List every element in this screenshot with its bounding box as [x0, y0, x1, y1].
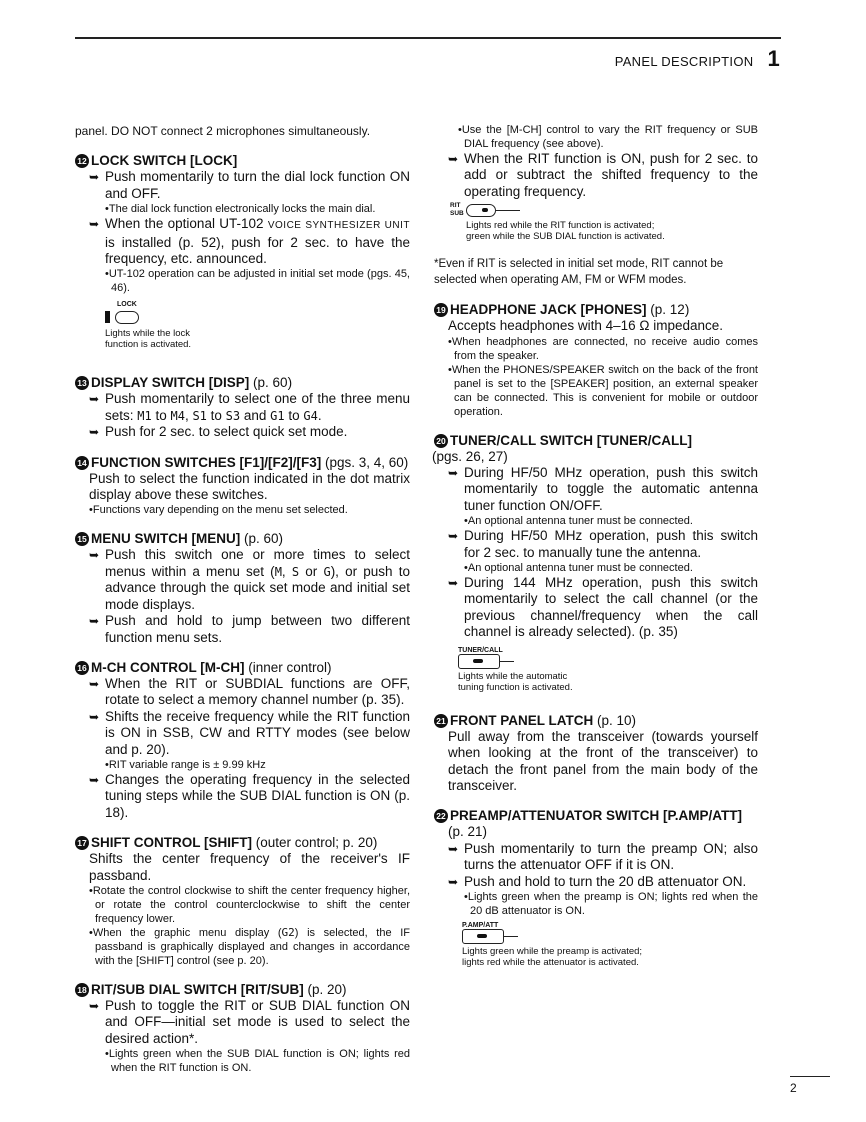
- body-text: Pull away from the transceiver (towards yourself when looking at the front of the transceiver) to detach the front panel from the main body of the transceiver.: [448, 728, 758, 793]
- note: •Rotate the control clockwise to shift the center frequency higher, or rotate the control counterclockwise to shift the center frequency lower.: [89, 884, 410, 925]
- page-number: 2: [790, 1081, 797, 1095]
- switch-icon: [458, 654, 500, 669]
- lcd-text: G2: [281, 925, 295, 939]
- switch-icon: [115, 311, 139, 324]
- item-title: RIT/SUB DIAL SWITCH [RIT/SUB]: [91, 981, 304, 997]
- lcd-text: G4: [303, 408, 318, 423]
- body-text: Accepts headphones with 4–16 Ω impedance.: [448, 318, 724, 334]
- item-title: LOCK SWITCH [LOCK]: [91, 153, 238, 169]
- page-ref: (inner control): [248, 659, 332, 675]
- bullet-text: When the optional UT-102: [105, 216, 268, 232]
- arrow-icon: ➥: [89, 676, 100, 691]
- bullet-text: During HF/50 MHz operation, push this switch for 2 sec. to manually tune the antenna.: [464, 528, 758, 560]
- lcd-text: M1: [137, 408, 152, 423]
- figure-caption: [466, 220, 758, 242]
- arrow-icon: ➥: [89, 217, 100, 232]
- arrow-icon: ➥: [89, 548, 100, 563]
- section-17: [75, 835, 410, 968]
- bullet-text: to: [151, 407, 171, 423]
- item-title: SHIFT CONTROL [SHIFT]: [91, 835, 252, 851]
- figure-label: LOCK: [117, 301, 137, 309]
- bullet-text: is installed (p. 52), push for 2 sec. to have the frequency, etc. announced.: [105, 234, 410, 267]
- page-ref: (outer control; p. 20): [255, 835, 378, 851]
- section-14: [75, 455, 410, 518]
- lock-switch-figure: [105, 301, 410, 361]
- lcd-text: S3: [225, 408, 241, 423]
- small-caps-text: VOICE SYNTHESIZER UNIT: [267, 220, 410, 232]
- bullet-text: Push momentarily to turn the preamp ON; also turns the attenuator OFF if it is ON.: [464, 840, 758, 873]
- bullet-text: Push this switch one or more times to select menus within a menu set (: [105, 547, 410, 579]
- item-title: FUNCTION SWITCHES [F1]/[F2]/[F3]: [91, 454, 322, 470]
- item-number: 15: [75, 532, 89, 546]
- body-text: Push to select the function indicated in the dot matrix display above these switches.: [89, 470, 410, 503]
- left-column: [75, 123, 410, 1075]
- caption-line: Lights while the automatic: [458, 670, 568, 682]
- body-text: Shifts the center frequency of the receiver's IF passband.: [89, 851, 410, 883]
- caption-line: lights red while the attenuator is activated.: [462, 956, 639, 968]
- section-12: [75, 153, 410, 361]
- arrow-icon: ➥: [89, 772, 100, 787]
- preamp-switch-figure: [462, 922, 758, 972]
- item-title: MENU SWITCH [MENU]: [91, 531, 241, 547]
- bullet-text: Push and hold to turn the 20 dB attenuator ON.: [464, 873, 747, 889]
- item-number: 16: [75, 661, 89, 675]
- item-number: 22: [434, 809, 448, 823]
- section-15: [75, 531, 410, 645]
- figure-label: RIT: [450, 202, 461, 210]
- caption-line: Lights green while the preamp is activated;: [462, 945, 643, 957]
- bullet-text: Push and hold to jump between two different function menu sets.: [105, 613, 410, 645]
- section-20: [434, 433, 758, 699]
- intro-text: panel. DO NOT connect 2 microphones simultaneously.: [75, 124, 371, 138]
- item-title: DISPLAY SWITCH [DISP]: [91, 375, 250, 391]
- lcd-text: G1: [270, 408, 285, 423]
- bullet-text: During 144 MHz operation, push this switch momentarily to select the call channel (or the previous channel/frequency when the call channel is already selected). (p. 35): [464, 575, 758, 640]
- bullet-text: Shifts the receive frequency while the RIT function is ON in SSB, CW and RTTY modes (see below and p. 20).: [105, 708, 410, 757]
- section-19: [434, 302, 758, 418]
- note: [89, 926, 410, 968]
- bullet-text: Push momentarily to select one of the three menu sets:: [105, 391, 410, 423]
- arrow-icon: ➥: [89, 392, 100, 407]
- bullet-text: to: [284, 407, 304, 423]
- figure-label: TUNER/CALL: [458, 646, 503, 654]
- led-icon: [105, 311, 110, 323]
- bullet-text: or: [299, 563, 324, 579]
- caption-line: green while the SUB DIAL function is activated.: [466, 231, 665, 243]
- caption-line: tuning function is activated.: [458, 681, 573, 693]
- note-text: •When the graphic menu display (: [89, 926, 282, 939]
- note: •When the PHONES/SPEAKER switch on the back of the front panel is set to the [SPEAKER] position, an external speaker can be connected. This is convenient for mobile or outdoor operation.: [448, 363, 758, 418]
- rit-switch-figure: [450, 202, 758, 250]
- leader-line: [496, 210, 520, 211]
- page-ref: (p. 20): [307, 981, 347, 997]
- arrow-icon: ➥: [89, 709, 100, 724]
- note: •Use the [M-CH] control to vary the RIT frequency or SUB DIAL frequency (see above).: [458, 124, 758, 150]
- bullet-text: During HF/50 MHz operation, push this switch momentarily to toggle the automatic antenna tuner function ON/OFF.: [464, 465, 758, 513]
- caption-line: function is activated.: [105, 339, 192, 351]
- note: •RIT variable range is ± 9.99 kHz: [105, 758, 266, 771]
- leader-line: [500, 661, 514, 662]
- arrow-icon: ➥: [448, 466, 459, 481]
- item-number: 20: [434, 434, 448, 448]
- arrow-icon: ➥: [448, 841, 459, 856]
- bullet-text: to: [206, 407, 226, 423]
- footer-rule: [790, 1076, 830, 1077]
- bullet-text: Push momentarily to turn the dial lock function ON and OFF.: [105, 169, 410, 201]
- page-ref: (p. 12): [650, 302, 690, 318]
- bullet-text: Push to toggle the RIT or SUB DIAL function ON and OFF—initial set mode is used to select the desired action*.: [105, 997, 410, 1046]
- item-number: 18: [75, 983, 89, 997]
- section-13: [75, 375, 410, 440]
- arrow-icon: ➥: [448, 874, 459, 889]
- leader-line: [504, 936, 518, 937]
- note: •UT-102 operation can be adjusted in initial set mode (pgs. 45, 46).: [105, 268, 410, 295]
- lcd-text: G: [323, 564, 331, 579]
- lcd-text: S: [291, 564, 300, 579]
- switch-icon: [462, 929, 504, 944]
- lcd-text: M4: [170, 408, 185, 423]
- page-ref: (p. 60): [253, 375, 293, 391]
- page-ref: (p. 10): [597, 712, 637, 728]
- item-number: 13: [75, 376, 89, 390]
- page-header: [615, 46, 780, 72]
- lcd-text: S1: [192, 408, 207, 423]
- page-ref: (p. 21): [448, 824, 488, 840]
- figure-caption: [462, 946, 758, 968]
- bullet-text: When the RIT function is ON, push for 2 sec. to add or subtract the shifted frequency to the operating frequency.: [464, 151, 758, 199]
- arrow-icon: ➥: [448, 152, 459, 166]
- right-column: [434, 123, 758, 972]
- asterisk-note: *Even if RIT is selected in initial set mode, RIT cannot be selected when operating AM, FM or WFM modes.: [434, 258, 724, 287]
- arrow-icon: ➥: [89, 170, 100, 185]
- arrow-icon: ➥: [89, 998, 100, 1013]
- item-title: FRONT PANEL LATCH: [450, 712, 594, 728]
- section-title: PANEL DESCRIPTION: [614, 54, 754, 69]
- caption-line: Lights while the lock: [105, 328, 191, 340]
- arrow-icon: ➥: [89, 614, 100, 629]
- item-title: HEADPHONE JACK [PHONES]: [450, 302, 647, 318]
- arrow-icon: ➥: [89, 425, 100, 440]
- item-number: 17: [75, 836, 89, 850]
- note: •An optional antenna tuner must be connected.: [464, 515, 693, 528]
- section-16: [75, 660, 410, 821]
- top-rule: [75, 37, 781, 39]
- bullet-text: .: [317, 407, 322, 423]
- arrow-icon: ➥: [448, 529, 459, 544]
- page-ref: (pgs. 26, 27): [432, 448, 508, 464]
- bullet-text: When the RIT or SUBDIAL functions are OFF, rotate to select a memory channel number (p. 35).: [105, 675, 410, 708]
- arrow-icon: ➥: [448, 576, 459, 591]
- figure-label: P.AMP/ATT: [462, 921, 499, 929]
- note-text: ) is selected, the IF passband is graphically displayed and changes in accordance with the [SHIFT] control (see p. 20).: [95, 926, 410, 967]
- bullet-text: Push for 2 sec. to select quick set mode.: [105, 424, 348, 440]
- page-ref: (p. 60): [244, 531, 284, 547]
- note: •An optional antenna tuner must be connected.: [464, 562, 693, 575]
- figure-caption: [105, 328, 410, 350]
- item-number: 12: [75, 154, 89, 168]
- item-number: 14: [75, 456, 89, 470]
- figure-caption: [458, 671, 758, 693]
- caption-line: Lights red while the RIT function is activated;: [466, 220, 655, 232]
- note: •Lights green when the preamp is ON; lights red when the 20 dB attenuator is ON.: [464, 890, 758, 917]
- page-ref: (pgs. 3, 4, 60): [325, 454, 409, 470]
- bullet-text: ), or push to advance through the quick set mode and initial set mode displays.: [105, 563, 410, 612]
- note: •Functions vary depending on the menu set selected.: [89, 504, 348, 517]
- figure-label: SUB: [450, 210, 464, 218]
- bullet-text: Changes the operating frequency in the selected tuning steps while the SUB DIAL function is ON (p. 18).: [105, 771, 410, 820]
- bullet-text: and: [240, 407, 271, 423]
- lcd-text: M: [274, 564, 282, 579]
- item-title: TUNER/CALL SWITCH [TUNER/CALL]: [450, 432, 692, 448]
- note: •When headphones are connected, no receive audio comes from the speaker.: [448, 335, 758, 362]
- item-number: 21: [434, 714, 448, 728]
- section-22: [434, 808, 758, 972]
- section-18: [75, 982, 410, 1075]
- note: •Lights green when the SUB DIAL function is ON; lights red when the RIT function is ON.: [105, 1048, 410, 1075]
- bullet-text: ,: [281, 563, 292, 579]
- tuner-switch-figure: [458, 647, 758, 699]
- item-title: M-CH CONTROL [M-CH]: [91, 659, 245, 675]
- chapter-number: 1: [767, 46, 780, 71]
- bullet-text: ,: [184, 407, 193, 423]
- item-title: PREAMP/ATTENUATOR SWITCH [P.AMP/ATT]: [450, 808, 742, 824]
- item-number: 19: [434, 303, 448, 317]
- note: •The dial lock function electronically locks the main dial.: [105, 203, 376, 216]
- switch-icon: [466, 204, 496, 217]
- section-21: [434, 713, 758, 795]
